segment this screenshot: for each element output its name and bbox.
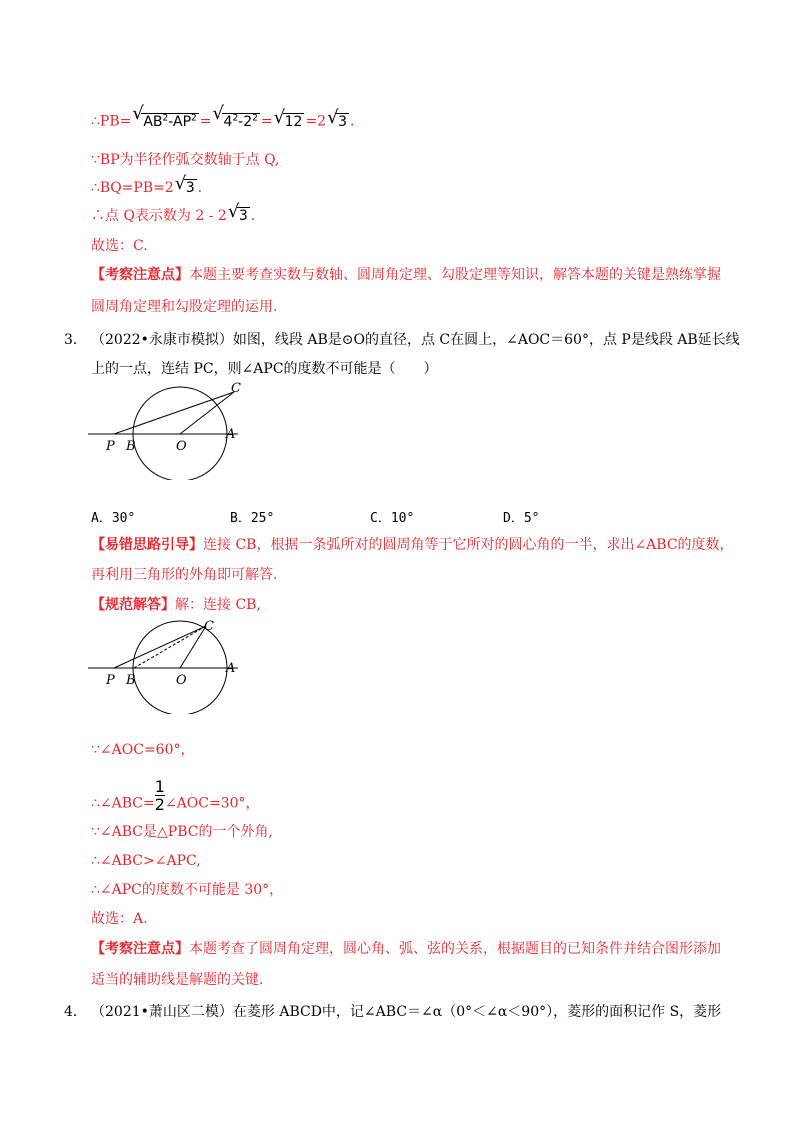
solution-tag: 【规范解答】: [91, 597, 175, 613]
step-2: ∴∠ABC= $\frac{1}{2}$ ∠AOC=30°，: [91, 777, 260, 814]
sqrt-12: √ 12: [273, 106, 303, 130]
step-4: ∴∠ABC>∠APC,: [91, 853, 201, 869]
label-b: B: [126, 439, 136, 454]
bq-line: ∴BQ=PB=2 √ 3 .: [91, 173, 203, 196]
note2-line-2: 适当的辅助线是解题的关键.: [91, 972, 264, 988]
label-p: P: [106, 673, 115, 688]
hint-tag: 【易错思路引导】: [91, 537, 203, 553]
hint-line-2: 再利用三角形的外角即可解答.: [91, 567, 278, 583]
step-1: ∵∠AOC=60°，: [91, 742, 195, 758]
option-c: C．10°: [370, 511, 415, 526]
note-tag: 【考察注意点】: [91, 267, 189, 283]
label-o: O: [176, 673, 187, 688]
label-a: A: [226, 661, 236, 676]
pb-computation-line: ∴PB= √ $AB^2-AP^2$ = √ $4^2-2^2$ = √ 12 =2 √ 3 .: [91, 103, 355, 130]
circle-figure-2: [88, 614, 248, 714]
label-c: C: [204, 619, 214, 634]
label-a: A: [226, 427, 236, 442]
circle-figure-1: [88, 380, 248, 480]
question4-stem-line-1: （2021•萧山区二模）在菱形 ABCD中，记∠ABC＝∠α（0°＜∠α＜90°），菱形的面积记作 S，菱形: [91, 1004, 722, 1020]
sqrt-4-2: √ $4^2-2^2$: [212, 103, 258, 130]
label-b: B: [126, 673, 136, 688]
note-line-2: 圆周角定理和勾股定理的运用.: [91, 299, 278, 315]
bp-radius-line: ∵BP为半径作弧交数轴于点 Q,: [91, 152, 280, 168]
note2-tag: 【考察注意点】: [91, 941, 189, 957]
note2-line-1: 【考察注意点】本题考查了圆周角定理，圆心角、弧、弦的关系，根据题目的已知条件并结合图形添加: [91, 941, 721, 957]
option-d: D．5°: [503, 511, 540, 526]
option-b: B．25°: [230, 511, 275, 526]
hint-line-1: 【易错思路引导】连接 CB，根据一条弧所对的圆周角等于它所对的圆心角的一半，求出∠ABC的度数，: [91, 537, 734, 553]
option-a: A．30°: [91, 511, 136, 526]
sqrt-3: √ 3: [327, 106, 347, 130]
label-p: P: [106, 439, 115, 454]
question-stem-line-1: （2022•永康市模拟）如图，线段 AB是⊙O的直径，点 C在圆上，∠AOC＝60°，点 P是线段 AB延长线: [91, 332, 740, 348]
question4-number: 4．: [64, 1004, 87, 1020]
question-number: 3．: [64, 332, 87, 348]
label-o: O: [176, 439, 187, 454]
fraction-one-half: $\frac{1}{2}$: [154, 777, 165, 814]
step-5: ∴∠APC的度数不可能是 30°，: [91, 882, 284, 898]
note-line-1: 【考察注意点】本题主要考查实数与数轴、圆周角定理、勾股定理等知识，解答本题的关键是熟练掌握: [91, 267, 721, 283]
step-3: ∵∠ABC是△PBC的一个外角,: [91, 824, 273, 840]
answer-choice-line: 故选：C.: [91, 238, 148, 254]
step-6: 故选：A.: [91, 911, 148, 927]
q-point-line: ∴点 Q表示数为 2 - 2 √ 3 .: [91, 201, 256, 224]
label-c: C: [231, 381, 241, 396]
sqrt-ab-ap: √ $AB^2-AP^2$: [132, 103, 197, 130]
question-stem-line-2: 上的一点，连结 PC，则∠APC的度数不可能是（ ）: [91, 361, 438, 377]
solution-intro: 【规范解答】解：连接 CB,: [91, 597, 261, 613]
pb-prefix: ∴PB=: [91, 113, 132, 130]
